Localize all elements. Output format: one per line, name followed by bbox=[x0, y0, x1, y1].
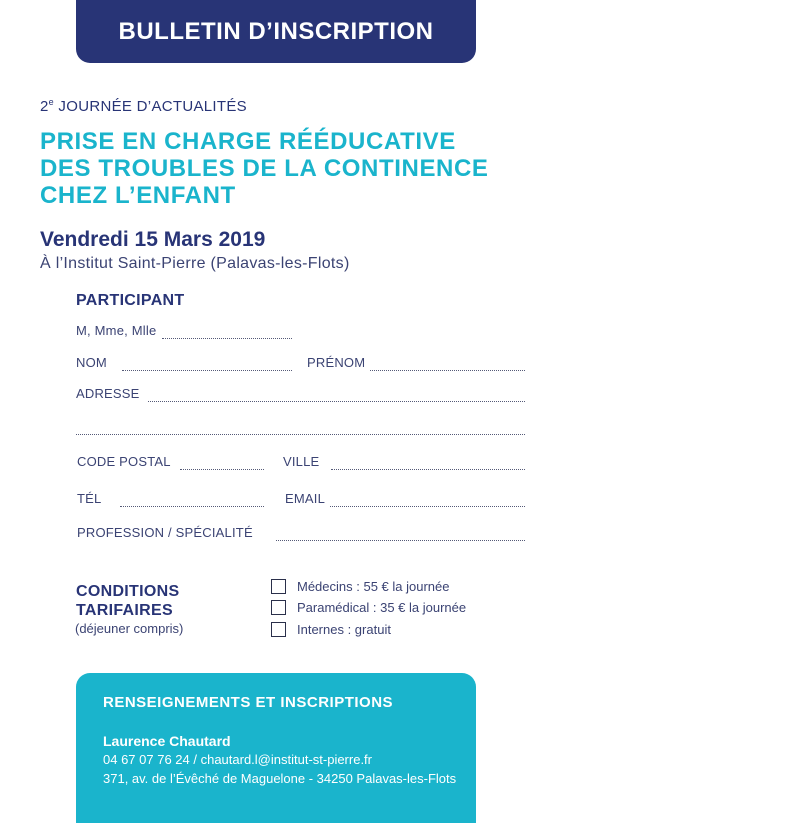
option-medecins[interactable] bbox=[271, 579, 449, 594]
checkbox-paramedical[interactable] bbox=[271, 600, 286, 615]
tel-label: TÉL bbox=[77, 491, 102, 506]
event-edition bbox=[40, 97, 247, 115]
contact-address: 371, av. de l’Évêché de Maguelone - 34250 Palavas-les-Flots bbox=[103, 771, 457, 786]
adresse-field[interactable] bbox=[148, 401, 525, 402]
checkbox-internes[interactable] bbox=[271, 622, 286, 637]
prenom-field[interactable] bbox=[370, 370, 525, 371]
option-medecins-label: Médecins : 55 € la journée bbox=[297, 579, 450, 594]
profession-field[interactable] bbox=[276, 540, 525, 541]
email-label: EMAIL bbox=[285, 491, 326, 506]
contact-name: Laurence Chautard bbox=[103, 733, 231, 749]
contact-phone-email: 04 67 07 76 24 / chautard.l@institut-st-pierre.fr bbox=[103, 752, 373, 767]
header-banner bbox=[76, 0, 476, 63]
adresse-field-line-2[interactable] bbox=[76, 434, 525, 435]
option-paramedical[interactable] bbox=[271, 600, 466, 615]
event-title bbox=[40, 128, 489, 209]
edition-superscript: e bbox=[48, 97, 54, 107]
event-title-line: CHEZ L’ENFANT bbox=[40, 182, 236, 209]
option-internes-label: Internes : gratuit bbox=[297, 622, 391, 637]
conditions-section-title bbox=[76, 582, 179, 620]
nom-label: NOM bbox=[76, 355, 107, 370]
info-title: RENSEIGNEMENTS ET INSCRIPTIONS bbox=[103, 694, 394, 711]
code-postal-label: CODE POSTAL bbox=[77, 454, 171, 469]
event-venue: À l’Institut Saint-Pierre (Palavas-les-Flots) bbox=[40, 255, 350, 272]
ville-field[interactable] bbox=[331, 469, 525, 470]
edition-label: JOURNÉE D’ACTUALITÉS bbox=[53, 98, 247, 115]
code-postal-field[interactable] bbox=[180, 469, 264, 470]
tel-field[interactable] bbox=[120, 506, 264, 507]
checkbox-medecins[interactable] bbox=[271, 579, 286, 594]
form-title: BULLETIN D’INSCRIPTION bbox=[118, 17, 434, 45]
ville-label: VILLE bbox=[283, 454, 320, 469]
profession-label: PROFESSION / SPÉCIALITÉ bbox=[77, 525, 253, 540]
nom-field[interactable] bbox=[122, 370, 292, 371]
event-title-line: DES TROUBLES DE LA CONTINENCE bbox=[40, 155, 489, 182]
civility-field[interactable] bbox=[162, 338, 292, 339]
participant-section-title: PARTICIPANT bbox=[76, 292, 185, 309]
conditions-title-line: TARIFAIRES bbox=[76, 602, 173, 619]
option-paramedical-label: Paramédical : 35 € la journée bbox=[297, 600, 467, 615]
prenom-label: PRÉNOM bbox=[307, 355, 366, 370]
conditions-note: (déjeuner compris) bbox=[75, 621, 184, 636]
event-title-line: PRISE EN CHARGE RÉÉDUCATIVE bbox=[40, 128, 456, 155]
conditions-title-line: CONDITIONS bbox=[76, 583, 180, 600]
civility-label: M, Mme, Mlle bbox=[76, 323, 157, 338]
email-field[interactable] bbox=[330, 506, 525, 507]
event-date: Vendredi 15 Mars 2019 bbox=[40, 228, 266, 251]
edition-number: 2 bbox=[40, 98, 49, 115]
adresse-label: ADRESSE bbox=[76, 386, 140, 401]
option-internes[interactable] bbox=[271, 622, 391, 637]
